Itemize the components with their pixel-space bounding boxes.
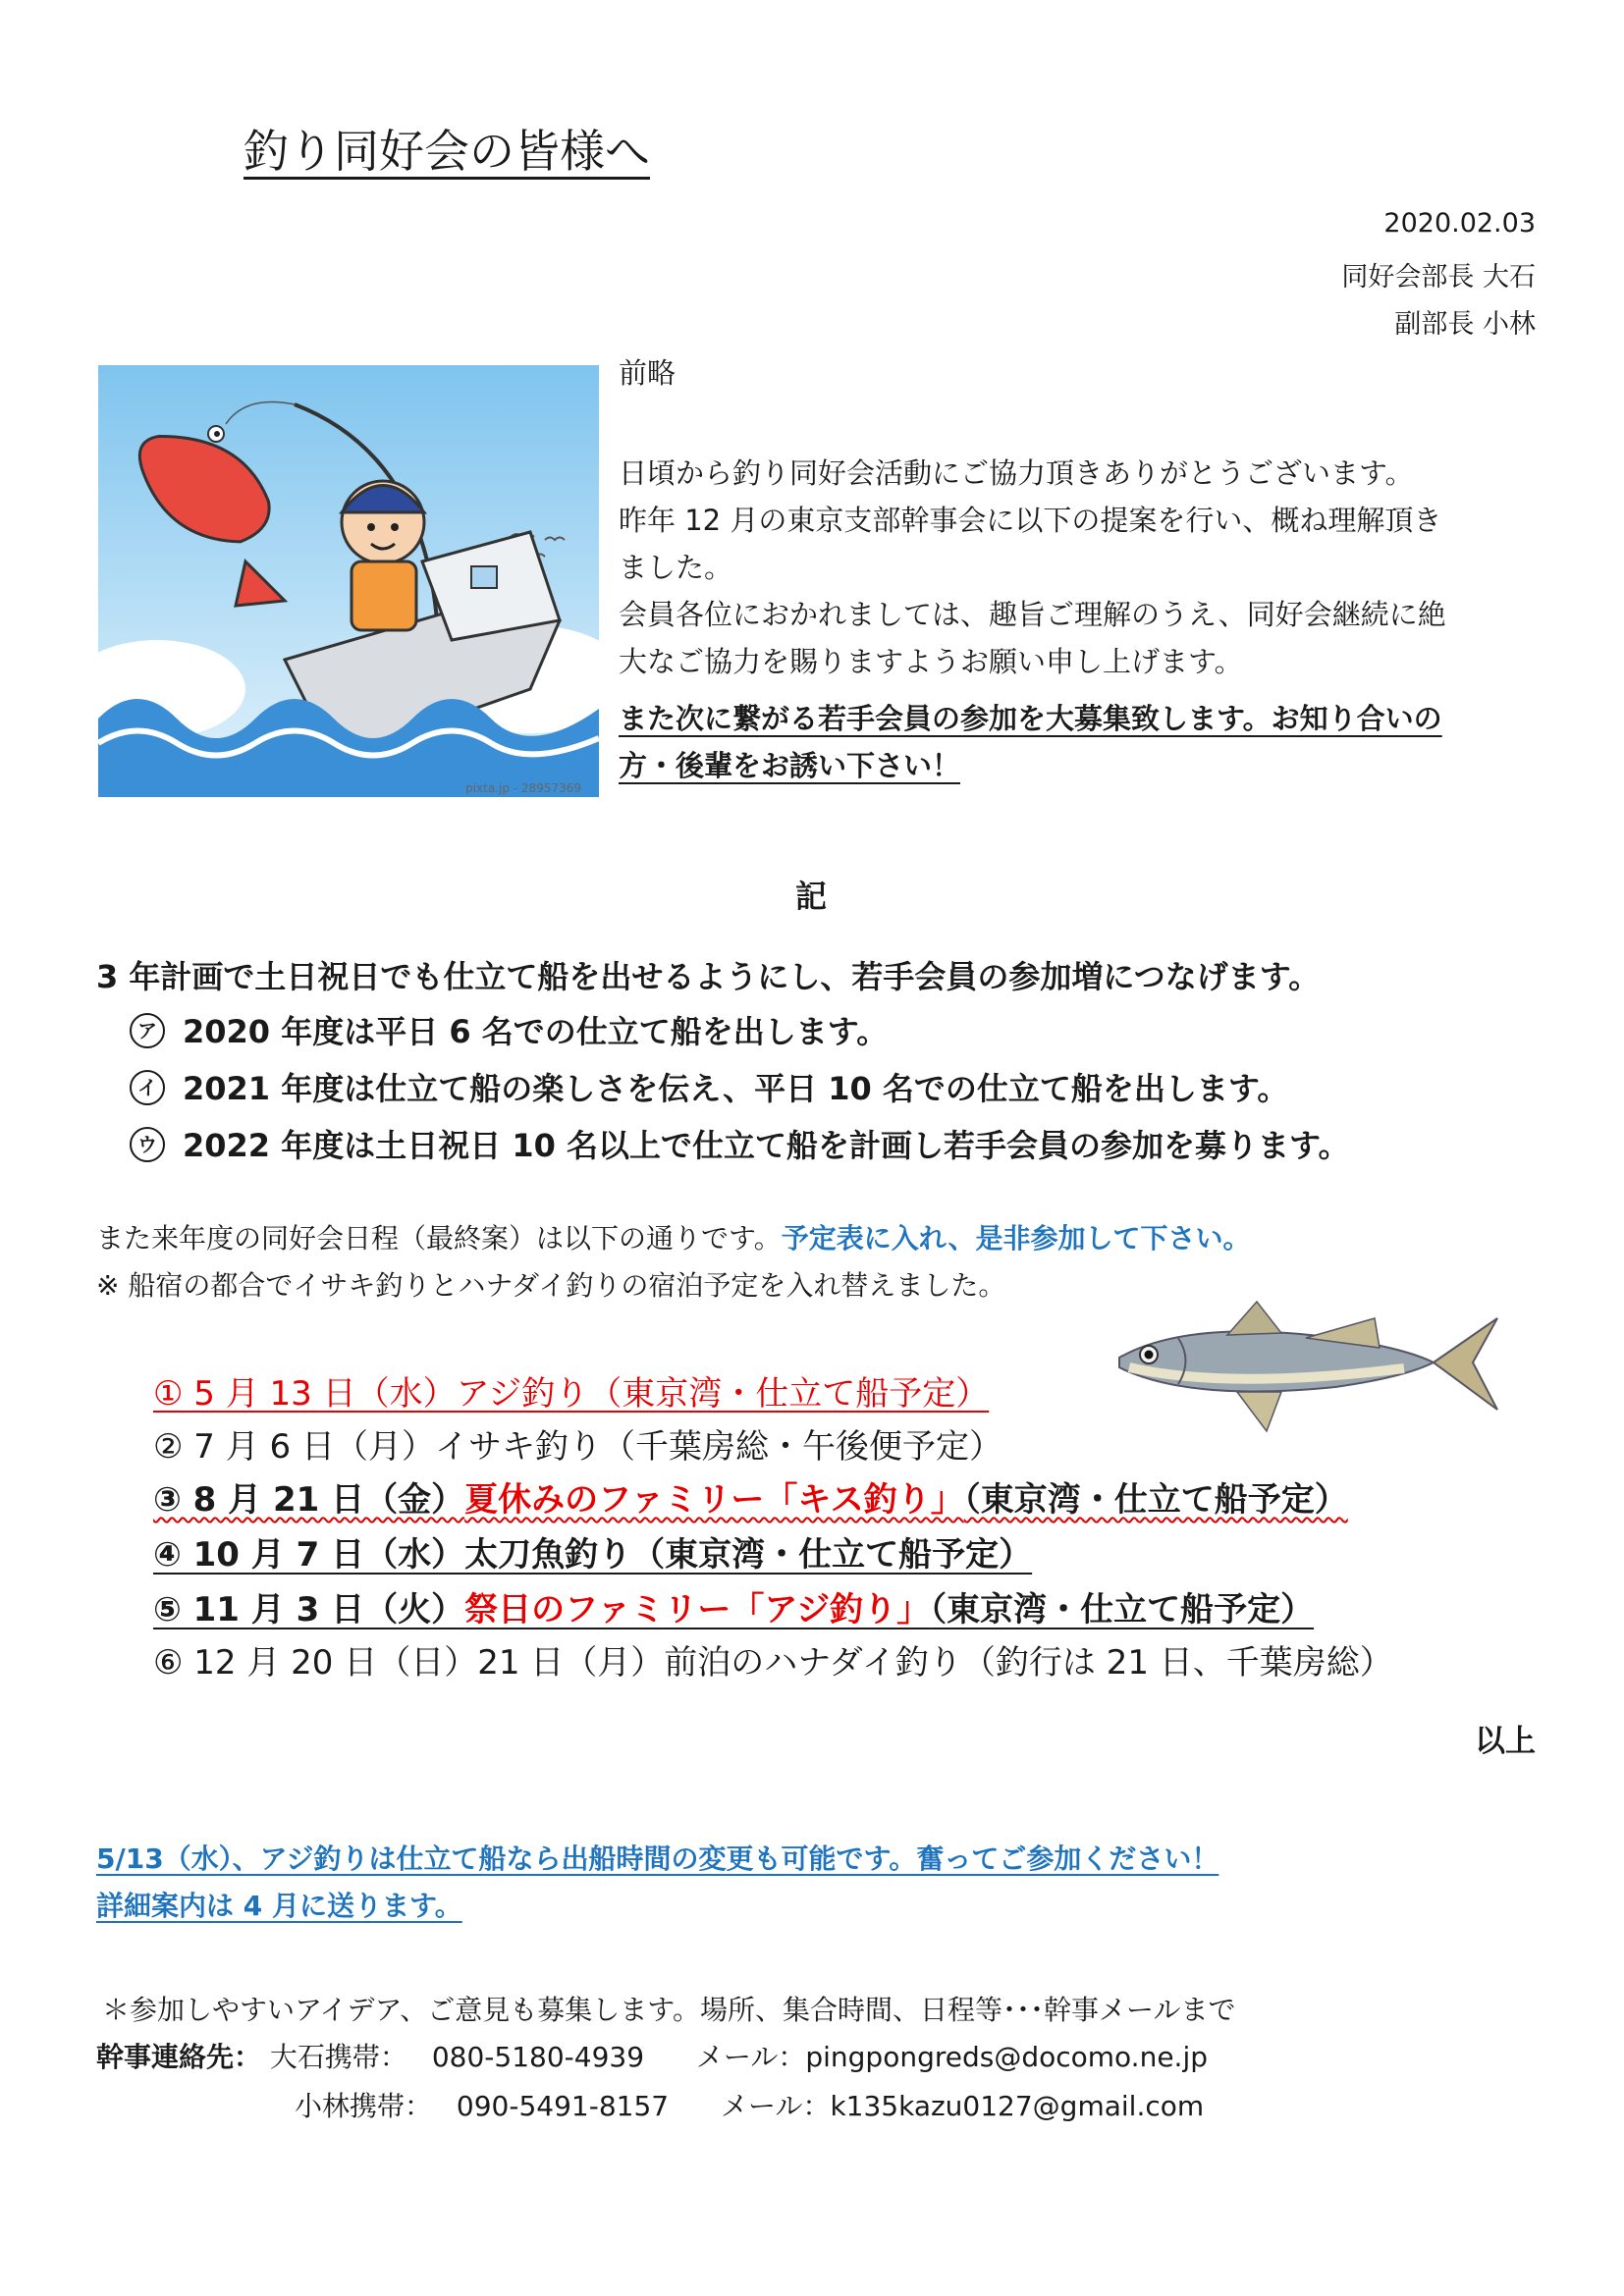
contact-row-2	[295, 2085, 1204, 2124]
plan-item-i	[130, 1064, 1288, 1109]
date: 2020.02.03	[1383, 208, 1536, 239]
letter-line-3: ました。	[619, 551, 733, 584]
schedule-item-6: ⑥ 12 月 20 日（日）21 日（月）前泊のハナダイ釣り（釣行は 21 日、千葉房総）	[153, 1643, 1393, 1682]
schedule-item-5-event: 祭日のファミリー「アジ釣り」	[464, 1590, 931, 1629]
details-note: 詳細案内は 4 月に送ります。	[96, 1890, 462, 1922]
contact-row-1	[96, 2036, 1208, 2075]
schedule-item-5	[153, 1582, 1314, 1630]
schedule-item-3-date: ③ 8 月 21 日（金）	[153, 1480, 465, 1520]
schedule-item-3-place: （東京湾・仕立て船予定）	[963, 1480, 1348, 1520]
plan-item-u-text: 2022 年度は土日祝日 10 名以上で仕立て船を計画し若手会員の参加を募ります。	[183, 1127, 1350, 1164]
contact-2-phone: 090-5491-8157	[456, 2090, 670, 2122]
schedule-item-5-place: （東京湾・仕立て船予定）	[930, 1590, 1315, 1629]
fishing-illustration	[98, 365, 599, 797]
closing-ijou: 以上	[1475, 1724, 1536, 1759]
recruit-line-2: 方・後輩をお誘い下さい！	[619, 749, 961, 782]
schedule-intro	[96, 1217, 1250, 1256]
schedule-intro-text: また来年度の同好会日程（最終案）は以下の通りです。	[96, 1222, 782, 1255]
letter-line-2: 昨年 12 月の東京支部幹事会に以下の提案を行い、概ね理解頂き	[619, 504, 1442, 537]
circled-i-icon: イ	[130, 1070, 165, 1105]
ki-heading: 記	[795, 878, 828, 915]
schedule-item-4: ④ 10 月 7 日（水）太刀魚釣り（東京湾・仕立て船予定）	[153, 1535, 1033, 1575]
plan-item-i-text: 2021 年度は仕立て船の楽しさを伝え、平日 10 名での仕立て船を出します。	[183, 1070, 1289, 1107]
plan-lead: 3 年計画で土日祝日でも仕立て船を出せるようにし、若手会員の参加増につなげます。	[96, 958, 1321, 995]
aji-time-note: 5/13（水）、アジ釣りは仕立て船なら出船時間の変更も可能です。奮ってご参加ください！	[96, 1842, 1219, 1875]
letter-line-4: 会員各位におかれましては、趣旨ご理解のうえ、同好会継続に絶	[619, 598, 1446, 631]
schedule-item-5-date: ⑤ 11 月 3 日（火）	[153, 1590, 465, 1629]
sender-chief: 同好会部長 大石	[1341, 262, 1536, 293]
contact-2-name: 小林携帯：	[295, 2090, 433, 2122]
ideas-note: ＊参加しやすいアイデア、ご意見も募集します。場所、集合時間、日程等･･･幹事メールまで	[102, 1994, 1236, 2026]
circled-a-icon: ア	[130, 1013, 165, 1048]
contact-1-phone: 080-5180-4939	[431, 2041, 645, 2073]
circled-u-icon: ウ	[130, 1127, 165, 1162]
schedule-intro-emphasis: 予定表に入れ、是非参加して下さい。	[781, 1222, 1251, 1255]
plan-item-u	[130, 1121, 1349, 1166]
plan-item-a	[130, 1007, 888, 1052]
contact-1-email: メール：pingpongreds@docomo.ne.jp	[695, 2041, 1209, 2073]
schedule-item-3	[153, 1472, 1348, 1521]
aji-fish-illustration	[1110, 1294, 1502, 1441]
contact-2-email: メール：k135kazu0127@gmail.com	[721, 2090, 1205, 2122]
schedule-item-1: ① 5 月 13 日（水）アジ釣り（東京湾・仕立て船予定）	[153, 1374, 990, 1414]
page-title: 釣り同好会の皆様へ	[244, 125, 650, 178]
image-credit: pixta.jp - 28957369	[465, 781, 581, 795]
recruit-line-1: また次に繋がる若手会員の参加を大募集致します。お知り合いの	[619, 702, 1442, 735]
schedule-note: ※ 船宿の都合でイサキ釣りとハナダイ釣りの宿泊予定を入れ替えました。	[96, 1269, 1006, 1302]
sender-vice: 副部長 小林	[1394, 309, 1536, 340]
contact-1-name: 大石携帯：	[269, 2041, 407, 2073]
letter-line-5: 大なご協力を賜りますようお願い申し上げます。	[619, 645, 1243, 678]
letter-line-1: 日頃から釣り同好会活動にご協力頂きありがとうございます。	[619, 456, 1414, 490]
schedule-item-3-event: 夏休みのファミリー「キス釣り」	[464, 1480, 964, 1520]
schedule-item-2: ② 7 月 6 日（月）イサキ釣り（千葉房総・午後便予定）	[153, 1427, 1002, 1467]
contact-label: 幹事連絡先：	[96, 2041, 262, 2073]
greeting: 前略	[619, 356, 677, 390]
plan-item-a-text: 2020 年度は平日 6 名での仕立て船を出します。	[183, 1013, 889, 1050]
